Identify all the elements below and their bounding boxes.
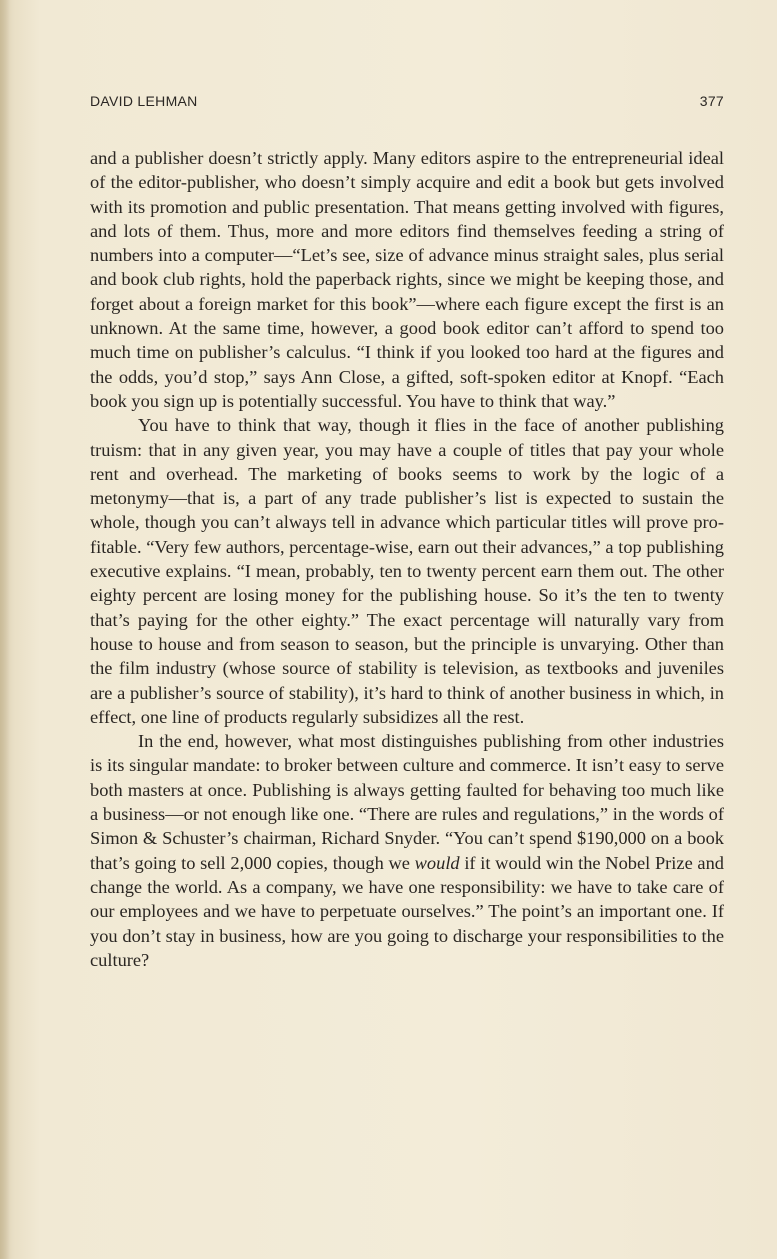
- page-number: 377: [699, 93, 724, 109]
- body-text: [90, 146, 724, 972]
- running-head: [90, 88, 724, 118]
- book-page: [90, 88, 724, 972]
- paragraph-3: [90, 729, 724, 972]
- paragraph-3-text-before: In the end, however, what most distinguishes publishing from other industries is its singular mandate: to broker between culture and commerce. It isn’t easy to serve both masters at once. Publishing is always getting faulted for behaving too much like a business—or not enough like one. “There are rules and regulations,” in the words of Simon & Schuster’s chairman, Richard Snyder. “You can’t spend $190,000 on a book that’s going to sell 2,000 copies, though we: [90, 731, 724, 873]
- paragraph-2: You have to think that way, though it flies in the face of another publishing truism: that in any given year, you may have a couple of titles that pay your whole rent and overhead. The marketing of books seems to work by the logic of a metonymy—that is, a part of any trade publisher’s list is expected to sustain the whole, though you can’t always tell in advance which particular titles will prove profitable. “Very few authors, percentage-wise, earn out their advances,” a top publishing executive explains. “I mean, probably, ten to twenty percent earn them out. The other eighty percent are losing money for the publishing house. So it’s the ten to twenty that’s paying for the other eighty.” The exact percentage will naturally vary from house to house and from season to season, but the principle is unvarying. Other than the film industry (whose source of stability is television, as textbooks and juveniles are a publisher’s source of stability), it’s hard to think of another business in which, in effect, one line of products regularly subsidizes all the rest.: [90, 415, 724, 727]
- paragraph-3-italic-word: would: [414, 852, 460, 873]
- running-head-author: DAVID LEHMAN: [90, 93, 198, 109]
- paragraph-3-text-after: if it would win the Nobel Prize and change the world. As a company, we have one responsibility: we have to take care of our employees and we have to perpetuate ourselves.” The point’s an important one. If you don’t stay in business, how are you going to discharge your responsibilities to the culture?: [90, 852, 724, 970]
- book-gutter: [0, 0, 10, 1259]
- paragraph-1: and a publisher doesn’t strictly apply. Many editors aspire to the entrepreneurial ideal of the editor-publisher, who doesn’t simply acquire and edit a book but gets involved with its promotion and public presentation. That means getting involved with figures, and lots of them. Thus, more and more editors find themselves feeding a string of numbers into a computer—“Let’s see, size of advance minus straight sales, plus serial and book club rights, hold the paperback rights, since we might be keeping those, and forget about a foreign market for this book”—where each figure except the first is an unknown. At the same time, however, a good book editor can’t afford to spend too much time on publisher’s calculus. “I think if you looked too hard at the figures and the odds, you’d stop,” says Ann Close, a gifted, soft-spoken editor at Knopf. “Each book you sign up is potentially successful. You have to think that way.”: [90, 148, 724, 411]
